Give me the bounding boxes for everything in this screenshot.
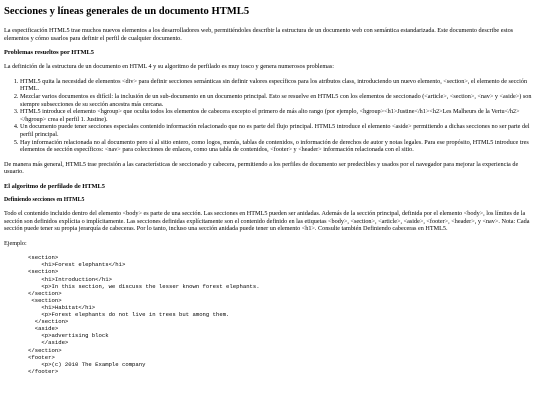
code-line: <p>advertising block (28, 332, 109, 340)
code-line: </section> (28, 346, 62, 354)
code-line: </footer> (28, 367, 59, 375)
code-line: </aside> (28, 339, 69, 347)
code-line: <p>In this section, we discuss the lesser known forest elephants. (28, 282, 260, 290)
problems-heading: Problemas resueltos por HTML5 (4, 49, 94, 57)
problems-list-item: 3. HTML5 introduce el elemento <hgroup> que oculta todos los elementos de cabecera excepto el primero de más alto rango (por ejemplo, <hgroup><h1>Justine</h1><h2>Les Malheurs de la Vertu</h2></hgroup> crea el perfil 1. Justine). (20, 108, 536, 123)
page-title: Secciones y líneas generales de un documento HTML5 (4, 6, 250, 17)
problems-list-item: 5. Hay información relacionada no al documento pero sí al sitio entero, como logos, menús, tablas de contenidos, o información de derechos de autor y notas legales. Para ese propósito, HTML5 introduce tres elementos de sección específicos: <nav> para colecciones de enlaces, como una tabla de contenidos, <footer> y <header> información relacionada con el sitio. (20, 139, 536, 154)
code-line: </section> (28, 318, 69, 326)
code-line: <section> (28, 296, 62, 304)
code-line: <h1>Habitat</h1> (28, 303, 96, 311)
code-line: <aside> (28, 325, 59, 333)
problems-conclusion: De manera más general, HTML5 trae precisión a las características de seccionado y cabecera, permitiendo a los perfiles de documento ser predecibles y usados por el navegador para mejorar la experiencia de usuario. (4, 160, 519, 176)
code-line: <h1>Introduction</h1> (28, 275, 112, 283)
problems-list (4, 78, 536, 154)
problems-intro: La definición de la estructura de un documento en HTML 4 y su algoritmo de perfilado es muy tosco y genera numerosos problemas: (4, 63, 335, 71)
code-example (4, 254, 536, 375)
problems-list-item: 4. Un documento puede tener secciones especiales contenido información relacionado que no es parte del flujo principal. HTML5 introduce el elemento <aside> permitiendo a dichas secciones no ser parte del perfil principal. (20, 123, 536, 138)
problems-list-item: 1. HTML5 quita la necesidad de elementos <div> para definir secciones semánticas sin definir valores específicos para los atributos class, introduciendo un nuevo elemento, <section>, el elemento de sección HTML. (20, 78, 536, 93)
code-line: <footer> (28, 353, 55, 361)
example-label: Ejemplo: (4, 239, 27, 247)
code-line: <section> (28, 254, 59, 262)
algorithm-subheading: Definiendo secciones en HTML5 (4, 196, 85, 203)
code-line: <p>Forest elephants do not live in trees but among them. (28, 311, 230, 319)
code-line: <h1>Forest elephants</h1> (28, 261, 126, 269)
code-line: </section> (28, 289, 62, 297)
intro-paragraph: La especificación HTML5 trae muchos nuevos elementos a los desarrolladores web, permitiéndoles describir la estructura de un documento web con semántica estandarizada. Este documento describe estos elementos y cómo usarlos para definir el perfil de cualquier documento. (4, 27, 514, 42)
algorithm-heading: El algoritmo de perfilado de HTML5 (4, 182, 106, 190)
code-line: <p>(c) 2010 The Example company (28, 360, 146, 368)
algorithm-paragraph: Todo el contenido incluido dentro del elemento <body> es parte de una sección. Las secciones en HTML5 pueden ser anidadas. Además de la sección principal, definida por el elemento <body>, los límites de la sección son definidos explícita o implícitamente. Las secciones definidas explícitamente son el contenido definido en las etiquetas <body>, <section>, <article>, <aside>, <footer>, <header>, y <nav>. Nota: Cada sección puede tener su propia jerarquía de cabeceras. Por lo tanto, incluso una sección anidada puede tener un elemento <h1>. Consulte también Definiendo cabeceras en HTML5. (4, 209, 530, 233)
code-line: <section> (28, 268, 59, 276)
problems-list-item: 2. Mezclar varios documentos es difícil: la inclusión de un sub-documento en un documento principal. Esto se resuelve en HTML5 con los elementos de seccionado (<article>, <section>, <nav> y <aside>) son siempre subsecciones de su sección ancestra más cercana. (20, 93, 536, 108)
